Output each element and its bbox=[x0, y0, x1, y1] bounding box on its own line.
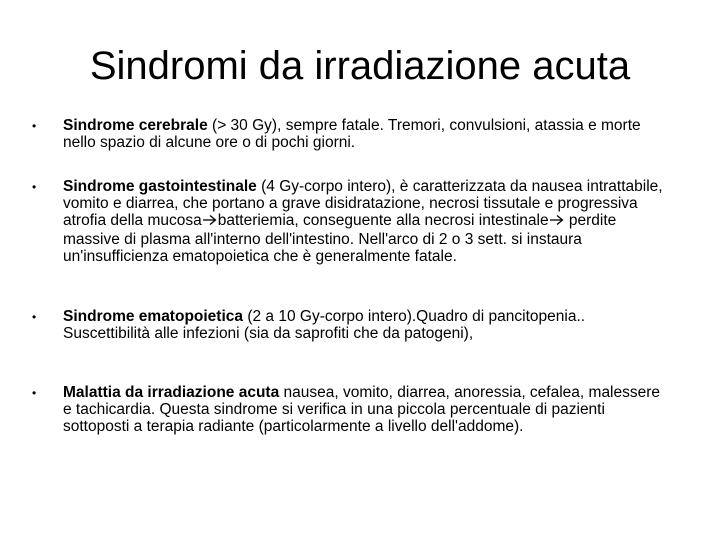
bullet-text bbox=[63, 117, 663, 151]
bullet-body: nausea, vomito, diarrea, anoressia, cefalea, malessere e tachicardia. Questa sindrome si verifica in una piccola percentuale di pazienti sottoposti a terapia radiante (particolarmente a livello dell'addome). bbox=[63, 384, 661, 436]
bullet-dot: • bbox=[32, 119, 37, 133]
arrow-right-icon bbox=[203, 213, 217, 230]
bullet-body: (> 30 Gy), sempre fatale. Tremori, convulsioni, atassia e morte nello spazio di alcune ore o di pochi giorni. bbox=[63, 117, 641, 152]
bullet-lead: Malattia da irradiazione acuta bbox=[63, 384, 280, 401]
arrow-right-icon bbox=[550, 213, 564, 230]
bullet-body: perdite massive di plasma all'interno dell'intestino. Nell'arco di 2 o 3 sett. si instaura un'insufficienza ematopoietica che è generalmente fatale. bbox=[63, 212, 617, 265]
bullet-dot: • bbox=[32, 180, 37, 194]
bullet-lead: Sindrome cerebrale bbox=[63, 117, 208, 134]
bullet-text bbox=[63, 384, 663, 436]
slide-title: Sindromi da irradiazione acuta bbox=[89, 44, 631, 88]
bullet-dot: • bbox=[32, 386, 37, 400]
bullet-body: (2 a 10 Gy-corpo intero).Quadro di pancitopenia.. Suscettibilità alle infezioni (sia da saprofiti che da patogeni), bbox=[63, 308, 586, 343]
bullet-lead: Sindrome ematopoietica bbox=[63, 308, 244, 325]
bullet-dot: • bbox=[32, 310, 37, 324]
bullet-text bbox=[63, 178, 663, 265]
bullet-body: (4 Gy-corpo intero), è caratterizzata da nausea intrattabile, vomito e diarrea, che portano a grave disidratazione, necrosi tissutale e progressiva atrofia della mucosa bbox=[63, 178, 663, 230]
bullet-text bbox=[63, 308, 663, 342]
bullet-lead: Sindrome gastointestinale bbox=[63, 178, 257, 195]
bullet-body: batteriemia, conseguente alla necrosi intestinale bbox=[217, 212, 549, 230]
